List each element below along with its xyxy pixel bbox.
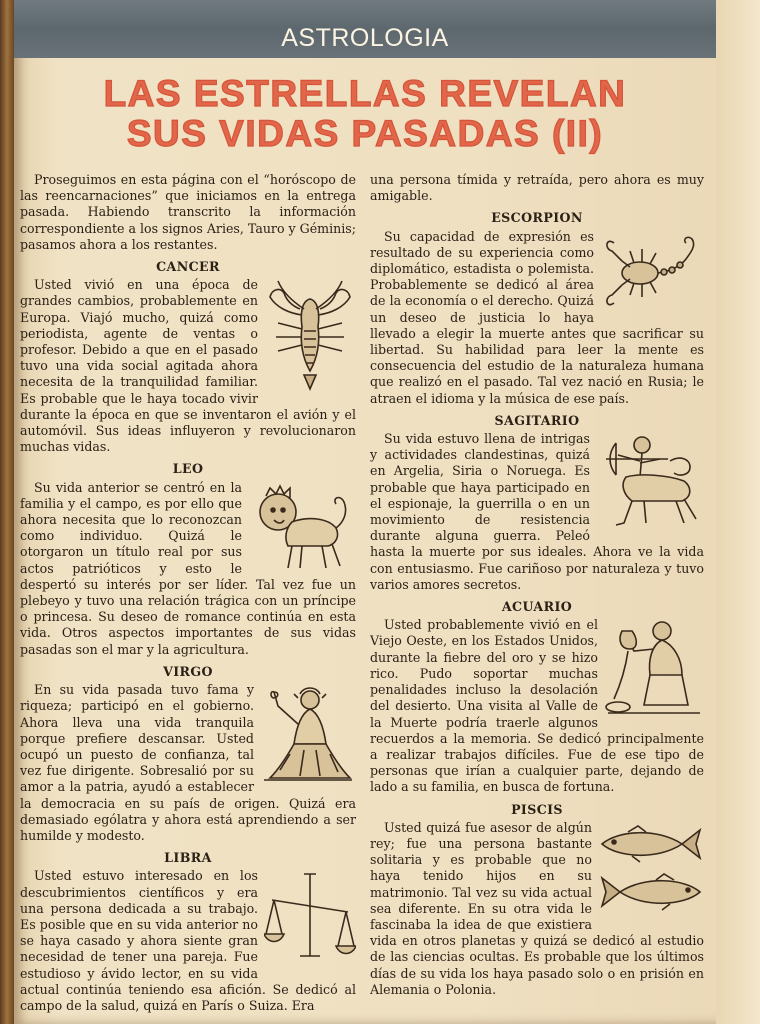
crayfish-icon <box>264 279 356 395</box>
sign-text-libra-continued: una persona tímida y retraída, pero ahora es muy amigable. <box>370 172 704 204</box>
page-edge <box>0 0 14 1024</box>
sign-text-escorpion: Su capacidad de expresión es resultado de su experiencia como diplomático, estadista o polemista. Probablemente se dedicó al área de la economía o el derecho. Quizá un deseo de justicia lo haya llevado a elegir la muerte antes que sacrificar su libertad. Su habilidad para leer la mente es consecuencia del estudio de la naturaleza humana que realizó en el pasado. Tal vez nació en Rusia; le atraen el idioma y la música de ese país. <box>370 228 704 406</box>
archer-icon <box>596 433 704 533</box>
sign-text-libra: Usted estuvo interesado en los descubrimientos científicos y era una persona dedicada a su trabajo. Es posible que en su vida anterior no se haya casado y ahora siente gran necesidad de tener una pareja. Fue estudioso y ávido lector, en su vida actual continúa teniendo esa afición. Se dedicó al campo de la salud, quizá en París o Suiza. Era <box>20 868 356 1013</box>
sign-text-sagitario: Su vida estuvo llena de intrigas y actividades clandestinas, quizá en Argelia, Siria o Noruega. Es probable que haya participado en el espionaje, la guerrilla o en un movimiento de resistencia durante alguna guerra. Peleó hasta la muerte por sus ideales. Ahora ve la vida con entusiasmo. Fue cariñoso por naturaleza y tuvo varios amores secretos. <box>370 431 704 592</box>
fishes-icon <box>598 822 704 918</box>
headline-line-1: LAS ESTRELLAS REVELAN <box>103 73 627 114</box>
headline-line-2: SUS VIDAS PASADAS (II) <box>126 113 604 154</box>
sign-title-piscis: PISCIS <box>511 801 563 817</box>
sign-title-acuario: ACUARIO <box>501 599 573 615</box>
magazine-page <box>14 0 760 1024</box>
sign-title-libra: LIBRA <box>164 850 212 866</box>
section-title: ASTROLOGIA <box>281 24 449 52</box>
lion-icon <box>248 482 356 574</box>
right-column <box>370 172 704 1000</box>
page-margin <box>716 0 760 1024</box>
left-column <box>20 172 356 1016</box>
intro-paragraph: Proseguimos en esta página con el “horóscopo de las reencarnaciones” que iniciamos en la entrega pasada. Habiendo transcrito la información correspondiente a los signos Aries, Tauro y Géminis; pasamos ahora a los restantes. <box>20 172 356 252</box>
sign-text-virgo: En su vida pasada tuvo fama y riqueza; participó en el gobierno. Ahora lleva una vida tranquila porque prefiere descansar. Usted ocupó un puesto de confianza, tal vez fue dirigente. Sobresalió por su amor a la patria, ayudó a establecer la democracia en su país de origen. Quizá era demasiado ególatra y ahora está aprendiendo a ser humilde y modesto. <box>20 682 356 843</box>
scorpion-icon <box>600 231 704 315</box>
section-header-bar <box>14 0 716 58</box>
sign-title-sagitario: SAGITARIO <box>494 412 580 428</box>
sign-text-leo: Su vida anterior se centró en la familia y el campo, es por ello que ahora necesita que lo reconozcan como individuo. Quizá le otorgaron un título real por sus actos patrióticos y esto le despertó su interés por ser líder. Tal vez fue un plebeyo y tuvo una relación trágica con un príncipe o princesa. Su deseo de romance continúa en esta vida. Otros aspectos importantes de sus vidas pasadas son el mar y la agricultura. <box>20 479 356 657</box>
maiden-icon <box>260 684 356 784</box>
sign-text-cancer: Usted vivió en una época de grandes cambios, probablemente en Europa. Viajó mucho, quizá como periodista, agente de ventas o profesor. Debido a que en el pasado tuvo una vida social agitada ahora necesita de la tranquilidad familiar. Es probable que le haya tocado vivir durante la época en que se inventaron el avión y el automóvil. Sus ideas influyeron y revolucionaron muchas vidas. <box>20 277 356 455</box>
sign-text-acuario: Usted probablemente vivió en el Viejo Oeste, en los Estados Unidos, durante la fiebre del oro y se hizo rico. Pudo soportar muchas penalidades incluso la desolación del desierto. Una visita al Valle de la Muerte podría traerle algunos recuerdos a la memoria. Se dedicó principalmente a realizar trabajos difíciles. Fue de ese tipo de personas que irían a cualquier parte, dejando de lado a su familia, en busca de fortuna. <box>370 617 704 795</box>
scales-icon <box>264 870 356 970</box>
sign-title-cancer: CANCER <box>156 259 220 275</box>
water-bearer-icon <box>604 619 704 719</box>
sign-text-piscis: Usted quizá fue asesor de algún rey; fue una persona bastante solitaria y es probable que no haya tenido hijos en su matrimonio. Tal vez su vida actual sea diferente. En su otra vida le fascinaba la idea de que existiera vida en otros planetas y quizá se dedicó al estudio de las ciencias ocultas. Es probable que los últimos días de su vida los haya pasado solo o en prisión en Alemania o Polonia. <box>370 819 704 997</box>
sign-title-escorpion: ESCORPION <box>491 210 583 226</box>
sign-title-virgo: VIRGO <box>163 663 213 679</box>
sign-title-leo: LEO <box>172 461 204 477</box>
